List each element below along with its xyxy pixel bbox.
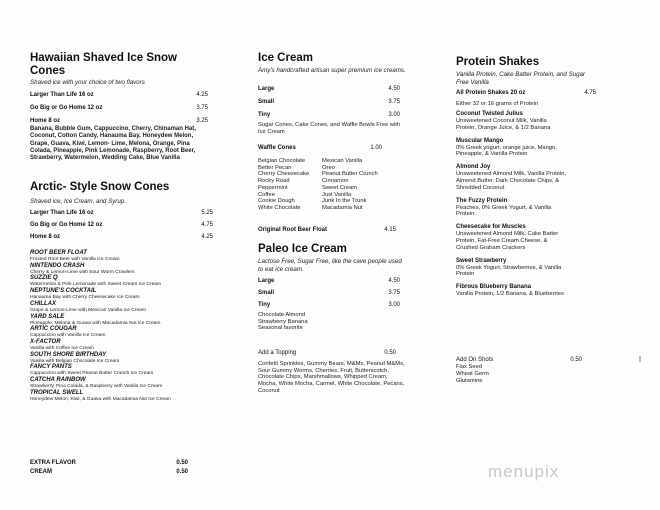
special-desc: Grape & Lemon-Lime with Mexican Vanilla Ice Cream [30, 307, 146, 313]
topping-name: Add a Topping [258, 350, 297, 356]
special-name: TROPICAL SWELL [30, 389, 84, 396]
size-price: 3.00 [388, 302, 400, 308]
flavor-item: Chocolate Almond [258, 312, 306, 318]
extra-name: CREAM [30, 469, 52, 475]
special-desc: Strawberry, Pina Colada, & Raspberry with Vanilla Ice Cream [30, 384, 163, 390]
size-price: 4.25 [201, 234, 213, 240]
shake-name: Coconut Twisted Julius [456, 111, 523, 117]
size-name: Home 8 oz [30, 234, 61, 240]
size-price: 3.25 [196, 118, 208, 124]
special-desc: Cappuccino with Vanilla Ice Cream [30, 333, 106, 339]
flavor-item: Cinnamon [322, 178, 349, 185]
size-row [258, 86, 400, 93]
all-shakes-row [456, 90, 596, 97]
flavor-item: Oreo [322, 164, 335, 171]
special-item [30, 263, 195, 276]
shake-name: Sweet Strawberry [456, 257, 507, 264]
addon-item: Flax Seed [456, 364, 483, 370]
extra-row [30, 460, 188, 467]
flavor-item: Just Vanilla [322, 191, 352, 198]
special-desc: Watermelon & Pink Lemonade with Sweet Cream Ice Cream [30, 282, 162, 288]
special-name: NINTENDO CRASH [30, 262, 85, 269]
special-name: ROOT BEER FLOAT [30, 250, 87, 256]
extra-name: EXTRA FLAVOR [30, 460, 76, 466]
size-row [30, 92, 208, 99]
scan-mark [639, 356, 641, 362]
waffle-name: Waffle Cones [258, 145, 296, 151]
all-shakes-price: 4.75 [584, 90, 596, 96]
flavor-item: Rocky Road [258, 178, 290, 185]
size-name: Small [258, 290, 275, 296]
special-desc: Vanilla with Coffee Ice Cream [30, 345, 94, 351]
flavor-item: Seasonal favorite [258, 325, 303, 332]
flavor-item: Mexican Vanilla [322, 158, 363, 164]
hawaiian-title: Hawaiian Shaved Ice Snow Cones [30, 52, 177, 77]
special-name: CATCHA RAINBOW [30, 377, 86, 384]
shake-desc: Vanilla Protein, 1/2 Banana, & Blueberries [456, 291, 564, 298]
shake-list [456, 111, 568, 298]
topping-row [258, 350, 396, 357]
shake-item [456, 164, 568, 191]
size-name: Home 8 oz [30, 118, 61, 124]
shake-desc: Unsweetened Almond Milk, Vanilla Protein, Almond Butter, Dark Chocolate Chips, & Shredded Coconut [456, 171, 567, 191]
float-price: 4.15 [384, 227, 396, 233]
arctic-title: Arctic- Style Snow Cones [30, 181, 170, 193]
special-desc: Hanauma Bay with Cherry Cheesecake Ice Cream [30, 295, 140, 301]
special-item [30, 288, 195, 301]
size-name: Large [258, 278, 275, 284]
flavor-item: Sweet Cream [322, 184, 358, 191]
waffle-price: 1.00 [370, 145, 382, 151]
size-row [30, 234, 213, 241]
size-row [258, 99, 400, 106]
icecream-flavors-left [258, 158, 320, 212]
shake-name: Cheesecake for Muscles [456, 224, 526, 231]
flavor-item: Cherry Cheesecake [258, 171, 310, 178]
size-row [258, 278, 400, 285]
size-price: 3.75 [388, 290, 400, 296]
size-row [30, 105, 208, 112]
arctic-specials [30, 250, 195, 402]
paleo-sizes [258, 278, 400, 309]
arctic-extras [30, 460, 188, 476]
waffle-row [258, 145, 382, 152]
size-row [30, 222, 213, 229]
flavor-item: Junk In the Trunk [322, 198, 367, 205]
float-row [258, 227, 396, 234]
flavor-item: White Chocolate [258, 204, 301, 211]
flavor-item: Macadamia Nut [322, 204, 363, 211]
shake-name: Muscular Mango [456, 137, 504, 144]
hawaiian-subtitle: Shaved ice with your choice of two flavors [30, 79, 145, 86]
shake-desc: 0% Greek yogurt, orange juice, Mango, Pineapple, & Vanilla Protein [456, 144, 557, 158]
special-item [30, 364, 195, 377]
flavor-item: Cookie Dough [258, 198, 295, 205]
special-desc: Cappuccino with Sweet Peanut Butter Crunch Ice Cream [30, 371, 154, 377]
size-price: 3.75 [196, 105, 208, 111]
special-item [30, 314, 195, 327]
protein-grams: Either 32 or 16 grams of Protein [456, 101, 539, 107]
flavor-item: Belgian Chocolate [258, 158, 306, 164]
size-row [30, 210, 213, 217]
special-name: FANCY PANTS [30, 364, 72, 371]
flavor-item: Better Pecan [258, 164, 292, 171]
icecream-flavors-right [322, 158, 416, 212]
icecream-subtitle: Amy's handcrafted artisan super premium ice creams. [258, 67, 406, 74]
special-name: X-FACTOR [30, 338, 61, 345]
shake-desc: 0% Greek Yogurt, Strawberries, & Vanilla Protein [456, 264, 562, 278]
special-desc: Cherry & Lemon-Lime with Sour Worm Crawlers [30, 269, 135, 275]
extra-price: 0.50 [176, 460, 188, 466]
shake-desc: Unsweetened Almond Milk, Cake Batter Protein, Fat-Free Cream Cheese, & Crushed Graham Crackers [456, 231, 559, 251]
icecream-title: Ice Cream [258, 52, 313, 64]
special-desc: Frosted Root Beer with Vanilla Ice Cream [30, 257, 120, 262]
special-name: NEPTUNE'S COCKTAIL [30, 288, 97, 295]
icecream-sizes [258, 86, 400, 119]
size-price: 3.75 [388, 99, 400, 105]
special-desc: Pineapple, Melona & Guava with Macadamia Nut Ice Cream [30, 320, 161, 326]
special-name: CHILLAX [30, 300, 56, 307]
special-item [30, 339, 195, 352]
size-price: 4.50 [388, 278, 400, 284]
flavor-item: Coffee [258, 191, 275, 198]
hawaiian-sizes [30, 92, 208, 125]
float-name: Original Root Beer Float [258, 227, 328, 233]
size-row [258, 302, 400, 309]
protein-title: Protein Shakes [456, 56, 540, 68]
paleo-flavors [258, 312, 378, 332]
special-item [30, 275, 195, 288]
special-item [30, 250, 195, 263]
size-name: Go Big or Go Home 12 oz [30, 105, 103, 111]
addon-name: Add On Shots [456, 357, 494, 363]
size-row [30, 118, 208, 125]
special-item [30, 326, 195, 339]
size-name: Tiny [258, 302, 271, 308]
shake-item [456, 198, 568, 219]
shake-desc: Peaches, 0% Greek Yogurt, & Vanilla Protein [456, 204, 552, 218]
watermark-logo: menupix [488, 462, 560, 481]
special-name: ARTIC COUGAR [30, 326, 77, 333]
addon-item: Wheat Germ [456, 370, 489, 377]
icecream-cone-note: Sugar Cones, Cake Cones, and Waffle Bowls Free with Ice Cream [258, 122, 401, 135]
size-price: 3.00 [388, 112, 400, 118]
size-name: Small [258, 99, 275, 105]
special-item [30, 352, 195, 365]
shake-name: Almond Joy [456, 164, 491, 171]
addon-item: Glutamine [456, 377, 483, 384]
shake-item [456, 138, 568, 159]
hawaiian-flavors: Banana, Bubble Gum, Cappuccino, Cherry, Chinaman Hat, Coconut, Cotton Candy, Hanauma Bay, Honeydew Melon, Grape, Guava, Kiwi, Lemon- Lime, Melona, Orange, Pina Colada, Pineapple, Pink Lemonade, Raspberry, Root Beer, Strawberry, Watermelon, Wedding Cake, Blue Vanilla [30, 126, 196, 162]
topping-price: 0.50 [384, 350, 396, 356]
special-item [30, 377, 195, 390]
special-item [30, 301, 195, 314]
special-item [30, 390, 195, 403]
shake-item [456, 224, 568, 251]
special-desc: Honeydew Melon, Kiwi, & Guava with Macadamia Nut Ice Cream [30, 396, 171, 402]
shake-name: Fibrous Blueberry Banana [456, 284, 532, 291]
size-price: 4.75 [201, 222, 213, 228]
size-price: 4.50 [388, 86, 400, 92]
addon-price: 0.50 [570, 357, 582, 363]
size-name: Tiny [258, 112, 271, 118]
special-name: YARD SALE [30, 313, 65, 320]
size-name: Large [258, 86, 275, 92]
shake-desc: Unsweetened Coconut Milk, Vanilla Protein, Orange Juice, & 1/2 Banana [456, 118, 551, 131]
special-desc: Vanilla with Belgian Chocolate Ice Cream [30, 358, 120, 364]
size-name: Larger Than Life 16 oz [30, 210, 94, 216]
size-price: 4.25 [196, 92, 208, 98]
arctic-sizes [30, 210, 213, 241]
protein-subtitle: Vanilla Protein, Cake Batter Protein, and Sugar Free Vanilla [456, 71, 586, 86]
flavor-item: Peanut Butter Crunch [322, 171, 378, 178]
size-row [258, 290, 400, 297]
arctic-subtitle: Shaved ice, Ice Cream, and Syrup. [30, 198, 126, 205]
all-shakes-name: All Protein Shakes 20 oz [456, 90, 526, 96]
special-name: SUZZIE Q [30, 275, 58, 282]
toppings-list: Confetti Sprinkles, Gummy Bears, M&Ms, Peanut M&Ms, Sour Gummy Worms, Cherries, Fruit, Butterscotch, Chocolate Chips, Marshmallows, Whipped Cream, Mocha, White Mocha, Carmel, White Chocolate, Pecans, Coconut [258, 361, 405, 394]
special-name: SOUTH SHORE BIRTHDAY [30, 351, 107, 358]
addon-row [456, 357, 582, 364]
shake-item [456, 258, 568, 279]
size-price: 5.25 [201, 210, 213, 216]
extra-price: 0.50 [176, 469, 188, 475]
size-name: Go Big or Go Home 12 oz [30, 222, 103, 228]
shake-name: The Fuzzy Protein [456, 197, 508, 204]
flavor-item: Strawberry Banana [258, 318, 308, 325]
shake-item [456, 111, 568, 132]
size-name: Larger Than Life 16 oz [30, 92, 94, 98]
addon-items [456, 364, 556, 384]
paleo-subtitle: Lactose Free, Sugar Free, like the cave people used to eat ice cream. [258, 258, 402, 273]
shake-item [456, 284, 568, 298]
flavor-item: Peppermint [258, 184, 288, 191]
paleo-title: Paleo Ice Cream [258, 243, 347, 255]
extra-row [30, 469, 188, 476]
size-row [258, 112, 400, 119]
